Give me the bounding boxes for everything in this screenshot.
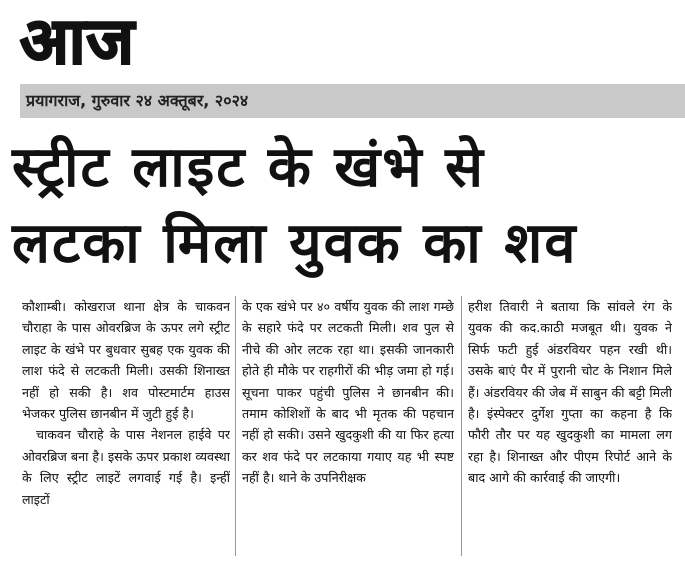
- headline-line-2: लटका मिला युवक का शव: [12, 211, 578, 276]
- article-paragraph: के एक खंभे पर ४० वर्षीय युवक की लाश गम्छे के सहारे फंदे पर लटकती मिली। शव पुल से नीचे की ओर लटक रहा था। इसकी जानकारी होते ही मौके पर राहगीरों की भीड़ जमा हो गई। सूचना पाकर पहुंची पुलिस ने छानबीन की। तमाम कोशिशों के बाद भी मृतक की पहचान नहीं हो सकी। उसने खुदकुशी की या फिर हत्या कर शव फंदे पर लटकाया गयाए यह भी स्पष्ट नहीं है। थाने के उपनिरीक्षक: [242, 299, 454, 486]
- column-divider: [461, 296, 462, 556]
- masthead: [0, 0, 685, 84]
- column-divider: [235, 296, 236, 556]
- article-column-1: [22, 296, 230, 564]
- dateline: प्रयागराज, गुरुवार २४ अक्तूबर, २०२४: [20, 84, 685, 118]
- article-column-2: [242, 296, 454, 564]
- article-paragraph: कौशाम्बी। कोखराज थाना क्षेत्र के चाकवन चौराहा के पास ओवरब्रिज के ऊपर लगे स्ट्रीट लाइट के खंभे पर बुधवार सुबह एक युवक की लाश फंदे से लटकती मिली। उसकी शिनाख्त नहीं हो सकी है। शव पोस्टमार्टम हाउस भेजकर पुलिस छानबीन में जुटी हुई है।: [22, 299, 230, 422]
- article-column-3: [468, 296, 672, 564]
- article-paragraph: चाकवन चौराहे के पास नेशनल हाईवे पर ओवरब्रिज बना है। इसके ऊपर प्रकाश व्यवस्था के लिए स्ट्रीट लाइटें लगवाई गई है। इन्हीं लाइटों: [22, 427, 230, 507]
- article-paragraph: हरीश तिवारी ने बताया कि सांवले रंग के युवक की कद.काठी मजबूत थी। युवक ने सिर्फ फटी हुई अंडरवियर पहन रखी थी। उसके बाएं पैर में पुरानी चोट के निशान मिले हैं। अंडरवियर की जेब में साबुन की बट्टी मिली है। इंस्पेक्टर दुर्गेश गुप्ता का कहना है कि फौरी तौर पर यह खुदकुशी का मामला लग रहा है। शिनाख्त और पीएम रिपोर्ट आने के बाद आगे की कार्रवाई की जाएगी।: [468, 299, 672, 486]
- article-body: [0, 296, 685, 564]
- headline-line-1: स्ट्रीट लाइट के खंभे से: [12, 135, 485, 200]
- newspaper-logo: आज: [20, 5, 135, 79]
